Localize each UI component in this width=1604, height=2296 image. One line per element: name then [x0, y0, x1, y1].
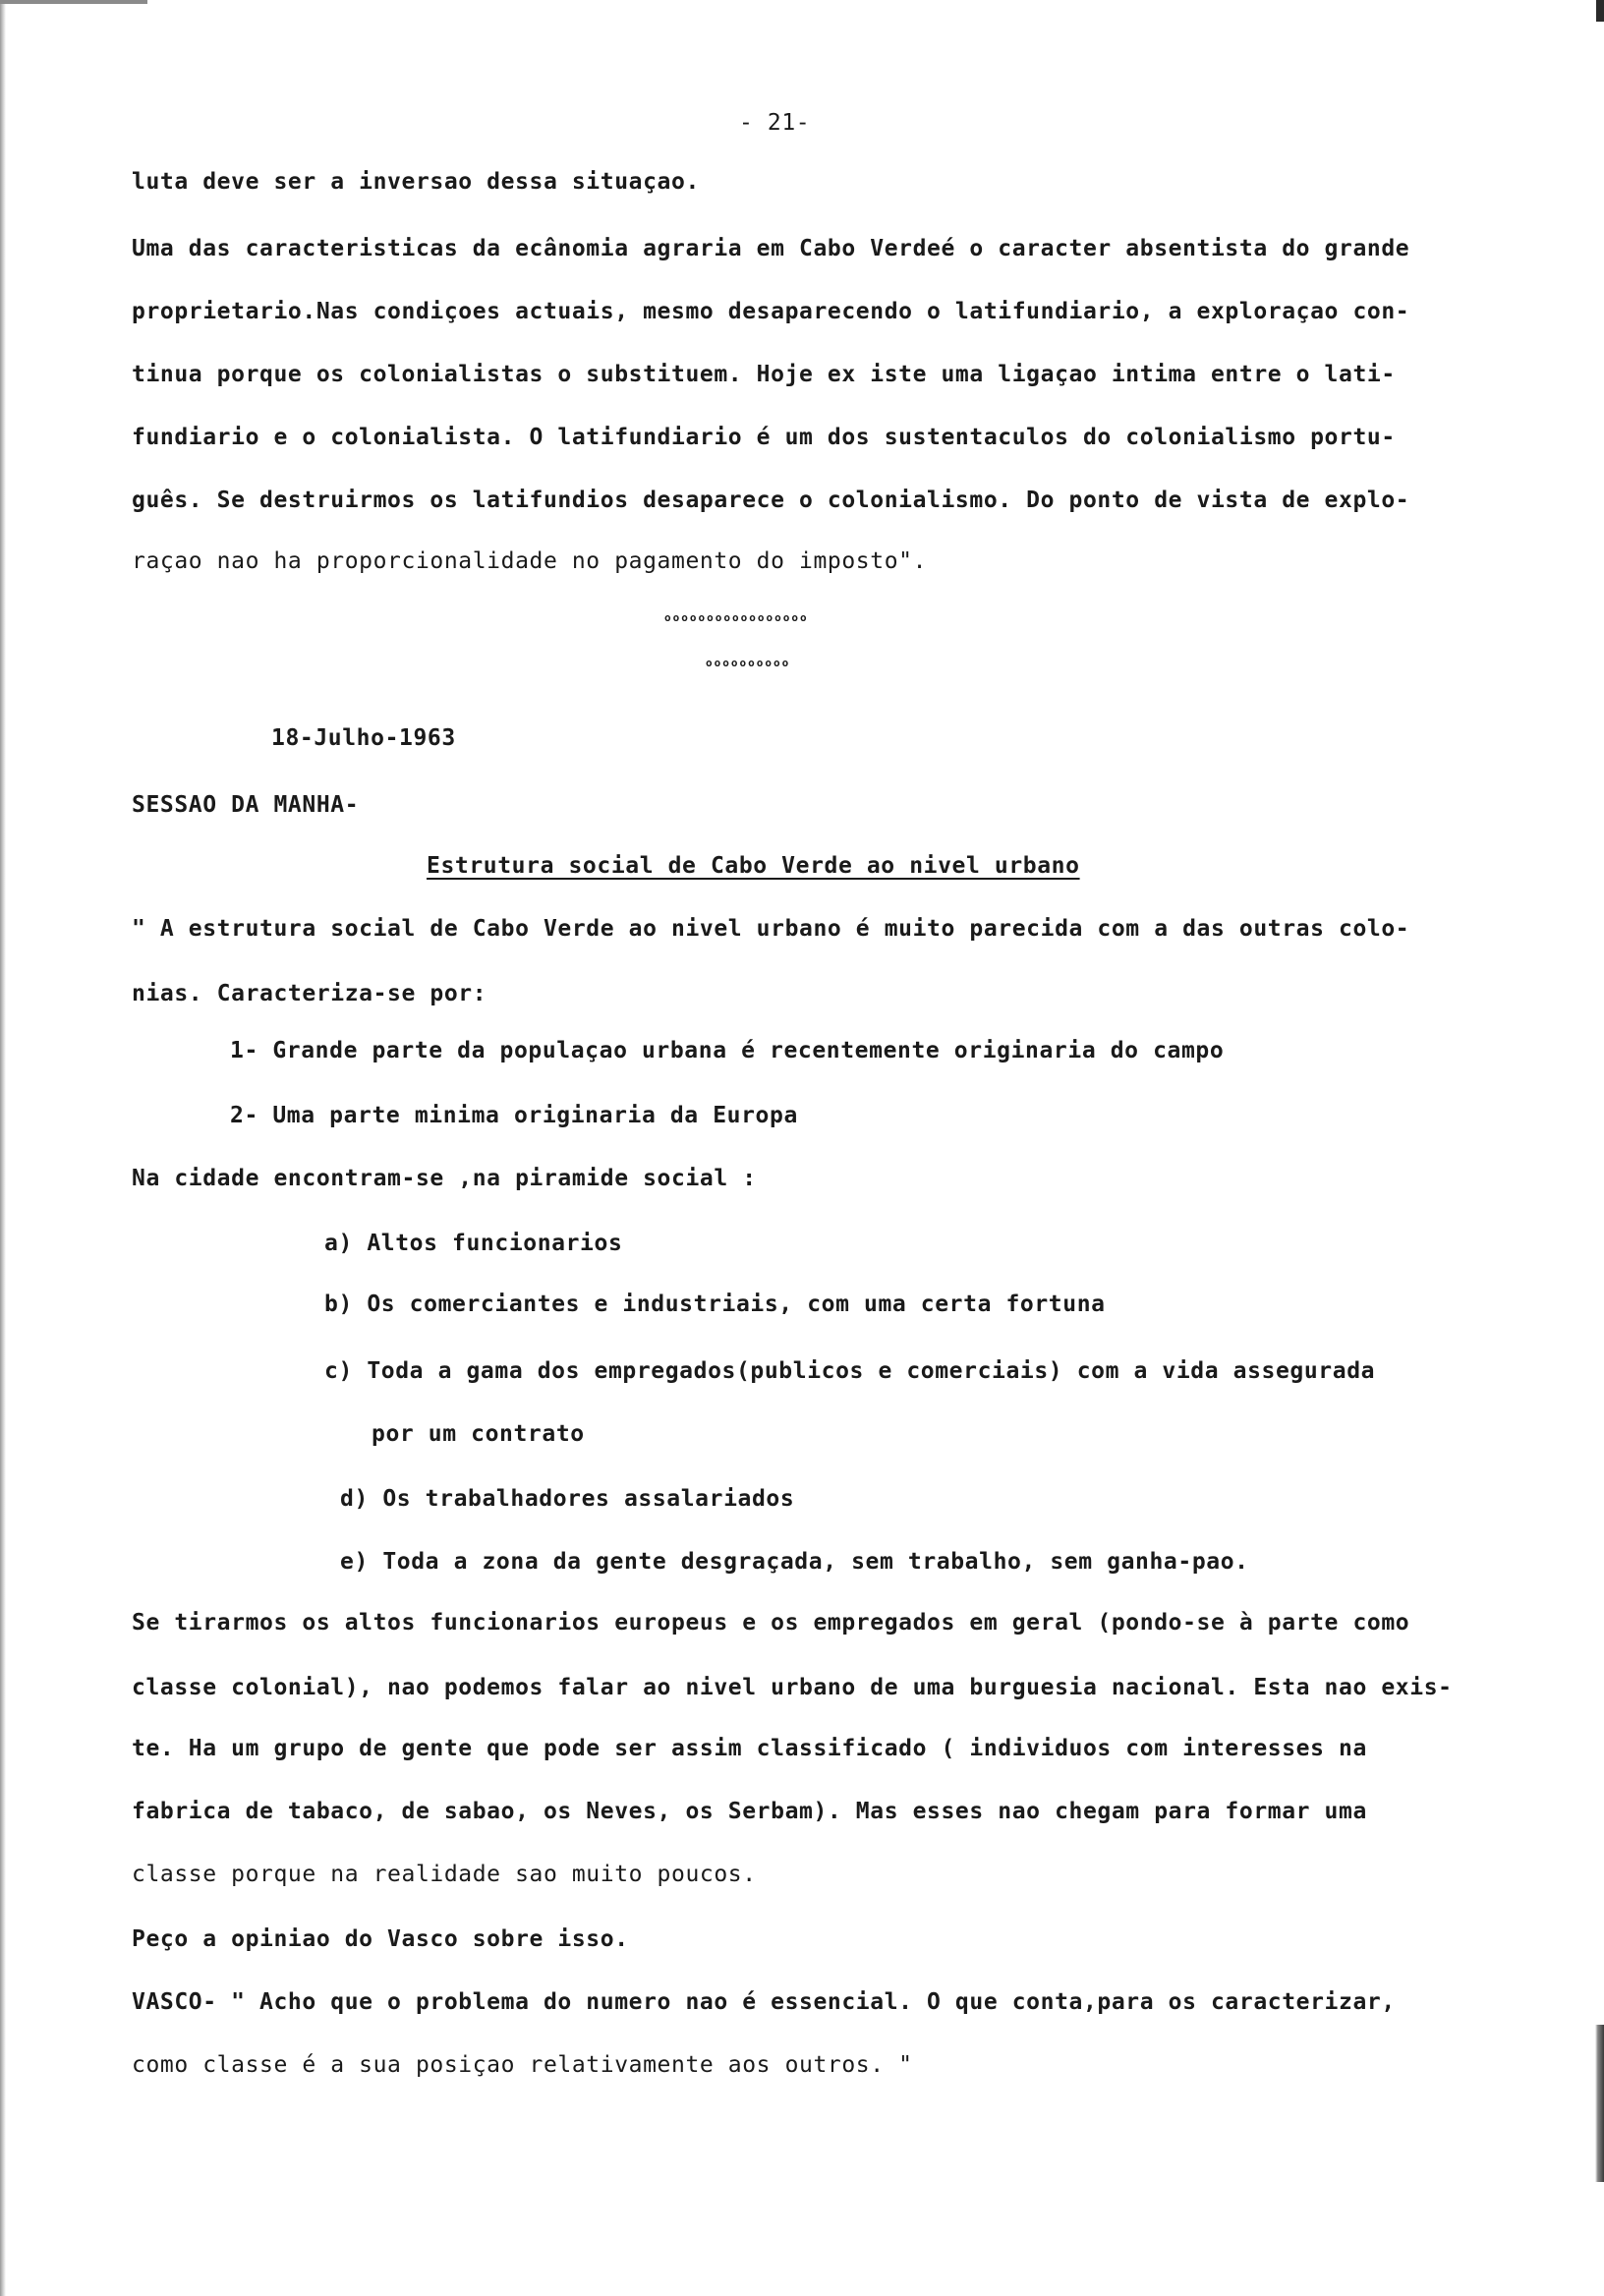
paragraph-line: fundiario e o colonialista. O latifundiario é um dos sustentaculos do colonialismo portu-: [132, 425, 1396, 450]
separator-line: ooooooooooooooooo: [664, 611, 809, 624]
paragraph-line: luta deve ser a inversao dessa situaçao.: [132, 169, 700, 195]
speaker-line: VASCO- " Acho que o problema do numero nao é essencial. O que conta,para os caracterizar,: [132, 1989, 1396, 2015]
pyramid-intro: Na cidade encontram-se ,na piramide social :: [132, 1166, 757, 1191]
session-label: SESSAO DA MANHA-: [132, 792, 360, 818]
pyramid-item-continuation: por um contrato: [372, 1421, 585, 1447]
paragraph-line: Uma das caracteristicas da ecânomia agraria em Cabo Verdeé o caracter absentista do grande: [132, 236, 1410, 261]
paragraph-line: proprietario.Nas condiçoes actuais, mesmo desaparecendo o latifundiario, a exploraçao con-: [132, 299, 1410, 324]
pyramid-item: c) Toda a gama dos empregados(publicos e comerciais) com a vida assegurada: [324, 1358, 1376, 1384]
page-number: - 21-: [739, 110, 811, 136]
paragraph-line: fabrica de tabaco, de sabao, os Neves, os Serbam). Mas esses nao chegam para formar uma: [132, 1799, 1367, 1824]
numbered-item: 2- Uma parte minima originaria da Europa: [230, 1103, 798, 1128]
separator-line: oooooooooo: [706, 657, 791, 669]
paragraph-line: guês. Se destruirmos os latifundios desaparece o colonialismo. Do ponto de vista de explo-: [132, 488, 1410, 513]
paragraph-line: classe porque na realidade sao muito poucos.: [132, 1862, 757, 1887]
paragraph-line: classe colonial), nao podemos falar ao nivel urbano de uma burguesia nacional. Esta nao exis-: [132, 1675, 1453, 1700]
section-title: Estrutura social de Cabo Verde ao nivel urbano: [427, 853, 1080, 879]
session-date: 18-Julho-1963: [271, 725, 456, 751]
paragraph-line: te. Ha um grupo de gente que pode ser assim classificado ( individuos com interesses na: [132, 1736, 1367, 1761]
pyramid-item: e) Toda a zona da gente desgraçada, sem trabalho, sem ganha-pao.: [340, 1549, 1249, 1575]
paragraph-line: raçao nao ha proporcionalidade no pagamento do imposto".: [132, 548, 928, 574]
numbered-item: 1- Grande parte da populaçao urbana é recentemente originaria do campo: [230, 1038, 1225, 1063]
paragraph-line: tinua porque os colonialistas o substituem. Hoje ex iste uma ligaçao intima entre o lati-: [132, 362, 1396, 387]
pyramid-item: a) Altos funcionarios: [324, 1231, 623, 1256]
paragraph-line: nias. Caracteriza-se por:: [132, 981, 487, 1006]
pyramid-item: b) Os comerciantes e industriais, com uma certa fortuna: [324, 1292, 1106, 1317]
paragraph-line: Peço a opiniao do Vasco sobre isso.: [132, 1926, 629, 1952]
speaker-line: como classe é a sua posiçao relativamente aos outros. ": [132, 2052, 913, 2078]
paragraph-line: Se tirarmos os altos funcionarios europeus e os empregados em geral (pondo-se à parte como: [132, 1610, 1410, 1636]
paragraph-line: " A estrutura social de Cabo Verde ao nivel urbano é muito parecida com a das outras colo-: [132, 916, 1410, 942]
pyramid-item: d) Os trabalhadores assalariados: [340, 1486, 795, 1512]
